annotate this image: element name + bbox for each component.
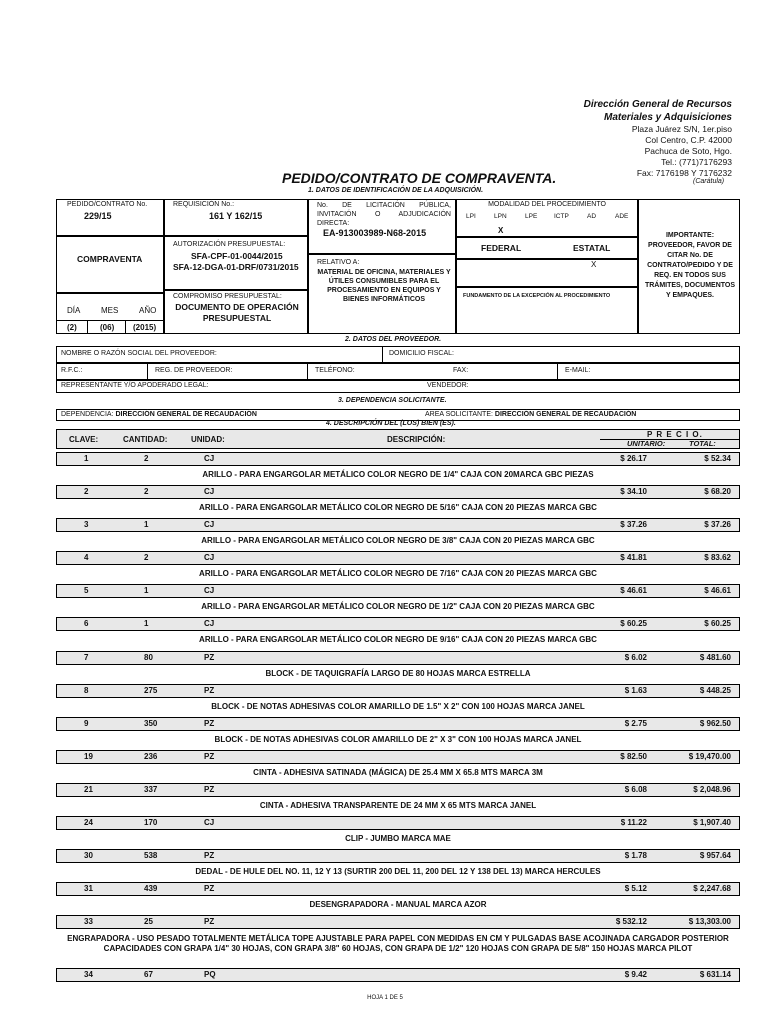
licitacion-label: No. DE LICITACIÓN PÚBLICA, INVITACIÓN O ADJUDICACIÓN DIRECTA:: [317, 202, 451, 227]
table-row: [56, 617, 740, 631]
item-unidad: PZ: [204, 719, 215, 728]
item-clave: 24: [84, 818, 93, 827]
item-unitario: $ 37.26: [620, 520, 647, 529]
section-1-title: 1. DATOS DE IDENTIFICACIÓN DE LA ADQUISICIÓN.: [308, 187, 484, 194]
item-description: ARILLO - PARA ENGARGOLAR METÁLICO COLOR NEGRO DE 5/16" CAJA CON 20 PIEZAS MARCA GBC: [199, 503, 597, 512]
item-unitario: $ 2.75: [624, 719, 647, 728]
issuer-address-2: Col Centro, C.P. 42000: [645, 135, 732, 145]
table-row: [56, 750, 740, 764]
item-cantidad: 1: [144, 619, 149, 628]
autorizacion-box: [164, 236, 308, 290]
fax-label: FAX:: [453, 367, 469, 374]
item-unidad: CJ: [204, 619, 215, 628]
item-unitario: $ 82.50: [620, 752, 647, 761]
item-total: $ 631.14: [699, 970, 731, 979]
table-row: [56, 584, 740, 598]
modalidad-ictp: ICTP: [554, 213, 569, 220]
col-descripcion: DESCRIPCIÓN:: [387, 435, 446, 444]
item-cantidad: 80: [144, 653, 153, 662]
item-cantidad: 439: [144, 884, 158, 893]
importante-box: [638, 199, 740, 334]
pedido-value: 229/15: [84, 211, 112, 221]
item-description: ARILLO - PARA ENGARGOLAR METÁLICO COLOR NEGRO DE 1/4" CAJA CON 20MARCA GBC PIEZAS: [202, 470, 594, 479]
federal-label: FEDERAL: [481, 243, 522, 253]
rfc-label: R.F.C.:: [61, 367, 83, 374]
item-total: $ 2,048.96: [693, 785, 731, 794]
estatal-mark: X: [591, 260, 597, 269]
items-header: [56, 429, 740, 449]
compromiso-label: COMPROMISO PRESUPUESTAL:: [173, 293, 282, 300]
modalidad-lpn: LPN: [494, 213, 507, 220]
item-cantidad: 170: [144, 818, 158, 827]
proveedor-row-2: [56, 363, 740, 380]
fundamento-box: [456, 287, 638, 334]
dia-label: DÍA: [67, 306, 81, 315]
item-total: $ 1,907.40: [693, 818, 731, 827]
item-clave: 2: [84, 487, 89, 496]
item-total: $ 13,303.00: [688, 917, 731, 926]
compromiso-value: DOCUMENTO DE OPERACIÓN PRESUPUESTAL: [175, 302, 299, 323]
item-clave: 33: [84, 917, 93, 926]
col-total: TOTAL:: [689, 439, 716, 448]
item-description: ARILLO - PARA ENGARGOLAR METÁLICO COLOR NEGRO DE 7/16" CAJA CON 20 PIEZAS MARCA GBC: [199, 569, 597, 578]
importante-note: IMPORTANTE: PROVEEDOR, FAVOR DE CITAR No. DE CONTRATO/PEDIDO Y DE REQ. EN TODOS SUS TRÁMITES, DOCUMENTOS Y EMPAQUES.: [644, 232, 736, 299]
item-unidad: CJ: [204, 520, 215, 529]
item-description: CLIP - JUMBO MARCA MAE: [345, 834, 451, 843]
requisicion-value: 161 Y 162/15: [209, 211, 263, 221]
relativo-label: RELATIVO A:: [317, 259, 360, 266]
section-4-title: 4. DESCRIPCIÓN DEL (LOS) BIEN (ES).: [326, 420, 456, 427]
page-footer: HOJA 1 DE 5: [367, 995, 403, 1001]
table-row: [56, 783, 740, 797]
item-clave: 1: [84, 454, 89, 463]
item-cantidad: 25: [144, 917, 153, 926]
document-title: PEDIDO/CONTRATO DE COMPRAVENTA.: [282, 170, 557, 186]
item-description: BLOCK - DE NOTAS ADHESIVAS COLOR AMARILLO DE 2" X 3" CON 100 HOJAS MARCA JANEL: [214, 735, 582, 744]
row1-divider: [382, 347, 383, 362]
table-row: [56, 882, 740, 896]
item-total: $ 46.61: [704, 586, 731, 595]
issuer-fax: Fax: 7176198 Y 7176232: [636, 168, 732, 178]
requisicion-box: [164, 199, 308, 236]
item-total: $ 68.20: [704, 487, 731, 496]
reg-proveedor-label: REG. DE PROVEEDOR:: [155, 367, 233, 374]
issuer-line-1: Dirección General de Recursos: [583, 99, 732, 110]
item-total: $ 60.25: [704, 619, 731, 628]
item-unitario: $ 11.22: [620, 818, 647, 827]
item-description: BLOCK - DE TAQUIGRAFÍA LARGO DE 80 HOJAS MARCA ESTRELLA: [265, 669, 531, 678]
precio-divider: [600, 439, 739, 440]
col-clave: CLAVE:: [69, 435, 99, 444]
item-unidad: PZ: [204, 653, 215, 662]
item-unitario: $ 26.17: [620, 454, 647, 463]
area-value: DIRECCIÓN GENERAL DE RECAUDACIÓN: [494, 411, 637, 418]
fundamento-label: FUNDAMENTO DE LA EXCEPCIÓN AL PROCEDIMIENTO: [463, 293, 611, 299]
proveedor-row-1: [56, 346, 740, 363]
issuer-line-2: Materiales y Adquisiciones: [603, 112, 732, 123]
modalidad-label: MODALIDAD DEL PROCEDIMIENTO: [488, 201, 606, 208]
tipo-value: COMPRAVENTA: [77, 254, 143, 264]
item-unitario: $ 1.63: [624, 686, 647, 695]
proveedor-row-3: [56, 380, 740, 393]
col-cantidad: CANTIDAD:: [123, 435, 168, 444]
mes-value: (06): [100, 323, 115, 332]
item-description: ENGRAPADORA - USO PESADO TOTALMENTE METÁLICA TOPE AJUSTABLE PARA PAPEL CON MEDIDAS EN CM Y PULGADAS BASE ACOJINADA CARGADOR POSTERIOR CAPACIDADES CON GRAPA 1/4" 30 HOJAS, CON GRAPA 3/8" 60 HOJAS, CON GRAPA DE 1/2" 120 HOJAS CON GRAPA DE 5/8" 150 HOJAS MARCA PILOT: [67, 934, 729, 953]
item-total: $ 37.26: [704, 520, 731, 529]
item-cantidad: 2: [144, 487, 149, 496]
item-total: $ 2,247.68: [693, 884, 731, 893]
table-row: [56, 684, 740, 698]
item-unidad: PZ: [204, 851, 215, 860]
row2-divider-2: [307, 364, 308, 379]
item-unidad: CJ: [204, 487, 215, 496]
item-cantidad: 350: [144, 719, 158, 728]
section-3-title: 3. DEPENDENCIA SOLICITANTE.: [338, 397, 447, 404]
fecha-box: [56, 293, 164, 334]
autorizacion-value-2: SFA-12-DGA-01-DRF/0731/2015: [173, 262, 299, 272]
row2-divider-3: [557, 364, 558, 379]
anio-value: (2015): [133, 323, 157, 332]
email-label: E-MAIL:: [565, 367, 591, 374]
item-unitario: $ 60.25: [620, 619, 647, 628]
licitacion-box: [308, 199, 456, 254]
item-cantidad: 236: [144, 752, 158, 761]
item-unidad: CJ: [204, 818, 215, 827]
item-unitario: $ 1.78: [624, 851, 647, 860]
item-clave: 21: [84, 785, 93, 794]
item-cantidad: 2: [144, 454, 149, 463]
estatal-label: ESTATAL: [573, 243, 611, 253]
item-unitario: $ 6.02: [624, 653, 647, 662]
dia-value: (2): [67, 323, 77, 332]
table-row: [56, 915, 740, 929]
estatal-mark-box: [456, 259, 638, 287]
item-cantidad: 2: [144, 553, 149, 562]
federal-estatal-box: [456, 237, 638, 259]
issuer-address-3: Pachuca de Soto, Hgo.: [644, 146, 732, 156]
item-unitario: $ 46.61: [620, 586, 647, 595]
section-2-title: 2. DATOS DEL PROVEEDOR.: [345, 336, 442, 343]
table-row: [56, 551, 740, 565]
modalidad-lpi: LPI: [466, 213, 476, 220]
fecha-col-divider-1: [87, 320, 88, 334]
table-row: [56, 485, 740, 499]
item-clave: 3: [84, 520, 89, 529]
licitacion-value: EA-913003989-N68-2015: [323, 228, 427, 238]
item-unidad: CJ: [204, 553, 215, 562]
modalidad-mark: X: [498, 226, 504, 235]
representante-label: REPRESENTANTE Y/O APODERADO LEGAL:: [61, 382, 209, 389]
item-description: ARILLO - PARA ENGARGOLAR METÁLICO COLOR NEGRO DE 3/8" CAJA CON 20 PIEZAS MARCA GBC: [201, 536, 595, 545]
item-total: $ 962.50: [699, 719, 731, 728]
item-cantidad: 337: [144, 785, 158, 794]
item-clave: 6: [84, 619, 89, 628]
modalidad-ade: ADE: [615, 213, 629, 220]
item-clave: 31: [84, 884, 93, 893]
item-description: BLOCK - DE NOTAS ADHESIVAS COLOR AMARILLO DE 1.5" X 2" CON 100 HOJAS MARCA JANEL: [211, 702, 585, 711]
dependencia-value: DIRECCIÓN GENERAL DE RECAUDACIÓN: [115, 411, 257, 418]
item-unidad: PZ: [204, 686, 215, 695]
requisicion-label: REQUISICIÓN No.:: [173, 201, 235, 208]
item-description: ARILLO - PARA ENGARGOLAR METÁLICO COLOR NEGRO DE 1/2" CAJA CON 20 PIEZAS MARCA GBC: [201, 602, 595, 611]
modalidad-lpe: LPE: [525, 213, 538, 220]
table-row: [56, 518, 740, 532]
item-clave: 4: [84, 553, 89, 562]
item-total: $ 448.25: [699, 686, 731, 695]
item-description: DEDAL - DE HULE DEL NO. 11, 12 Y 13 (SURTIR 200 DEL 11, 200 DEL 12 Y 138 DEL 13) MARCA HERCULES: [195, 867, 601, 876]
row2-divider-1: [147, 364, 148, 379]
table-row: [56, 849, 740, 863]
table-row: [56, 717, 740, 731]
item-clave: 9: [84, 719, 89, 728]
item-description: CINTA - ADHESIVA TRANSPARENTE DE 24 MM X 65 MTS MARCA JANEL: [259, 801, 537, 810]
item-clave: 5: [84, 586, 89, 595]
vendedor-label: VENDEDOR:: [427, 382, 469, 389]
item-cantidad: 1: [144, 586, 149, 595]
item-description: CINTA - ADHESIVA SATINADA (MÁGICA) DE 25.4 MM X 65.8 MTS MARCA 3M: [253, 768, 543, 777]
table-row: [56, 452, 740, 466]
item-cantidad: 275: [144, 686, 158, 695]
item-total: $ 481.60: [699, 653, 731, 662]
item-unidad: CJ: [204, 586, 215, 595]
modalidad-ad: AD: [587, 213, 597, 220]
issuer-address-1: Plaza Juárez S/N, 1er.piso: [631, 124, 732, 134]
autorizacion-label: AUTORIZACIÓN PRESUPUESTAL:: [173, 241, 286, 248]
item-clave: 8: [84, 686, 89, 695]
pedido-box: [56, 199, 164, 236]
item-cantidad: 538: [144, 851, 158, 860]
modalidad-box: [456, 199, 638, 237]
item-clave: 19: [84, 752, 93, 761]
modalidad-grid: [457, 211, 637, 236]
item-description: ARILLO - PARA ENGARGOLAR METÁLICO COLOR NEGRO DE 9/16" CAJA CON 20 PIEZAS MARCA GBC: [199, 635, 597, 644]
table-row: [56, 968, 740, 982]
item-unidad: PQ: [204, 970, 216, 979]
item-total: $ 19,470.00: [688, 752, 731, 761]
item-total: $ 957.64: [699, 851, 731, 860]
relativo-box: [308, 254, 456, 334]
item-unidad: PZ: [204, 785, 215, 794]
fecha-divider: [57, 320, 163, 321]
col-precio: P R E C I O.: [647, 430, 703, 439]
item-unitario: $ 9.42: [624, 970, 647, 979]
issuer-tel: Tel.: (771)7176293: [661, 157, 732, 167]
item-unidad: PZ: [204, 752, 215, 761]
item-unitario: $ 5.12: [624, 884, 647, 893]
item-unidad: CJ: [204, 454, 215, 463]
item-unitario: $ 532.12: [615, 917, 647, 926]
item-unidad: PZ: [204, 917, 215, 926]
tipo-box: [56, 236, 164, 293]
dependencia-label: DEPENDENCIA:: [61, 411, 114, 418]
col-unidad: UNIDAD:: [191, 435, 225, 444]
item-unitario: $ 41.81: [620, 553, 647, 562]
domicilio-label: DOMICILIO FISCAL:: [389, 350, 454, 357]
autorizacion-value-1: SFA-CPF-01-0044/2015: [191, 251, 283, 261]
col-unitario: UNITARIO:: [627, 439, 666, 448]
item-cantidad: 1: [144, 520, 149, 529]
mes-label: MES: [101, 306, 119, 315]
item-total: $ 52.34: [704, 454, 731, 463]
razon-social-label: NOMBRE O RAZÓN SOCIAL DEL PROVEEDOR:: [61, 350, 217, 357]
item-clave: 30: [84, 851, 93, 860]
pedido-label: PEDIDO/CONTRATO No.: [67, 201, 148, 208]
table-row: [56, 651, 740, 665]
area-field: [425, 411, 636, 418]
relativo-value: MATERIAL DE OFICINA, MATERIALES Y ÚTILES CONSUMIBLES PARA EL PROCESAMIENTO EN EQUIPOS Y BIENES INFORMÁTICOS: [317, 269, 451, 303]
compromiso-box: [164, 290, 308, 334]
caratula-label: (Carátula): [693, 178, 725, 185]
item-clave: 34: [84, 970, 93, 979]
item-total: $ 83.62: [704, 553, 731, 562]
item-unitario: $ 6.08: [624, 785, 647, 794]
item-description: DESENGRAPADORA - MANUAL MARCA AZOR: [309, 900, 487, 909]
anio-label: AÑO: [139, 306, 157, 315]
item-cantidad: 67: [144, 970, 153, 979]
issuer-header: [584, 98, 732, 179]
area-label: AREA SOLICITANTE:: [425, 411, 493, 418]
fecha-col-divider-2: [125, 320, 126, 334]
item-unidad: PZ: [204, 884, 215, 893]
table-row: [56, 816, 740, 830]
telefono-label: TELÉFONO:: [315, 367, 355, 374]
item-clave: 7: [84, 653, 89, 662]
dependencia-field: [61, 411, 257, 418]
item-unitario: $ 34.10: [620, 487, 647, 496]
